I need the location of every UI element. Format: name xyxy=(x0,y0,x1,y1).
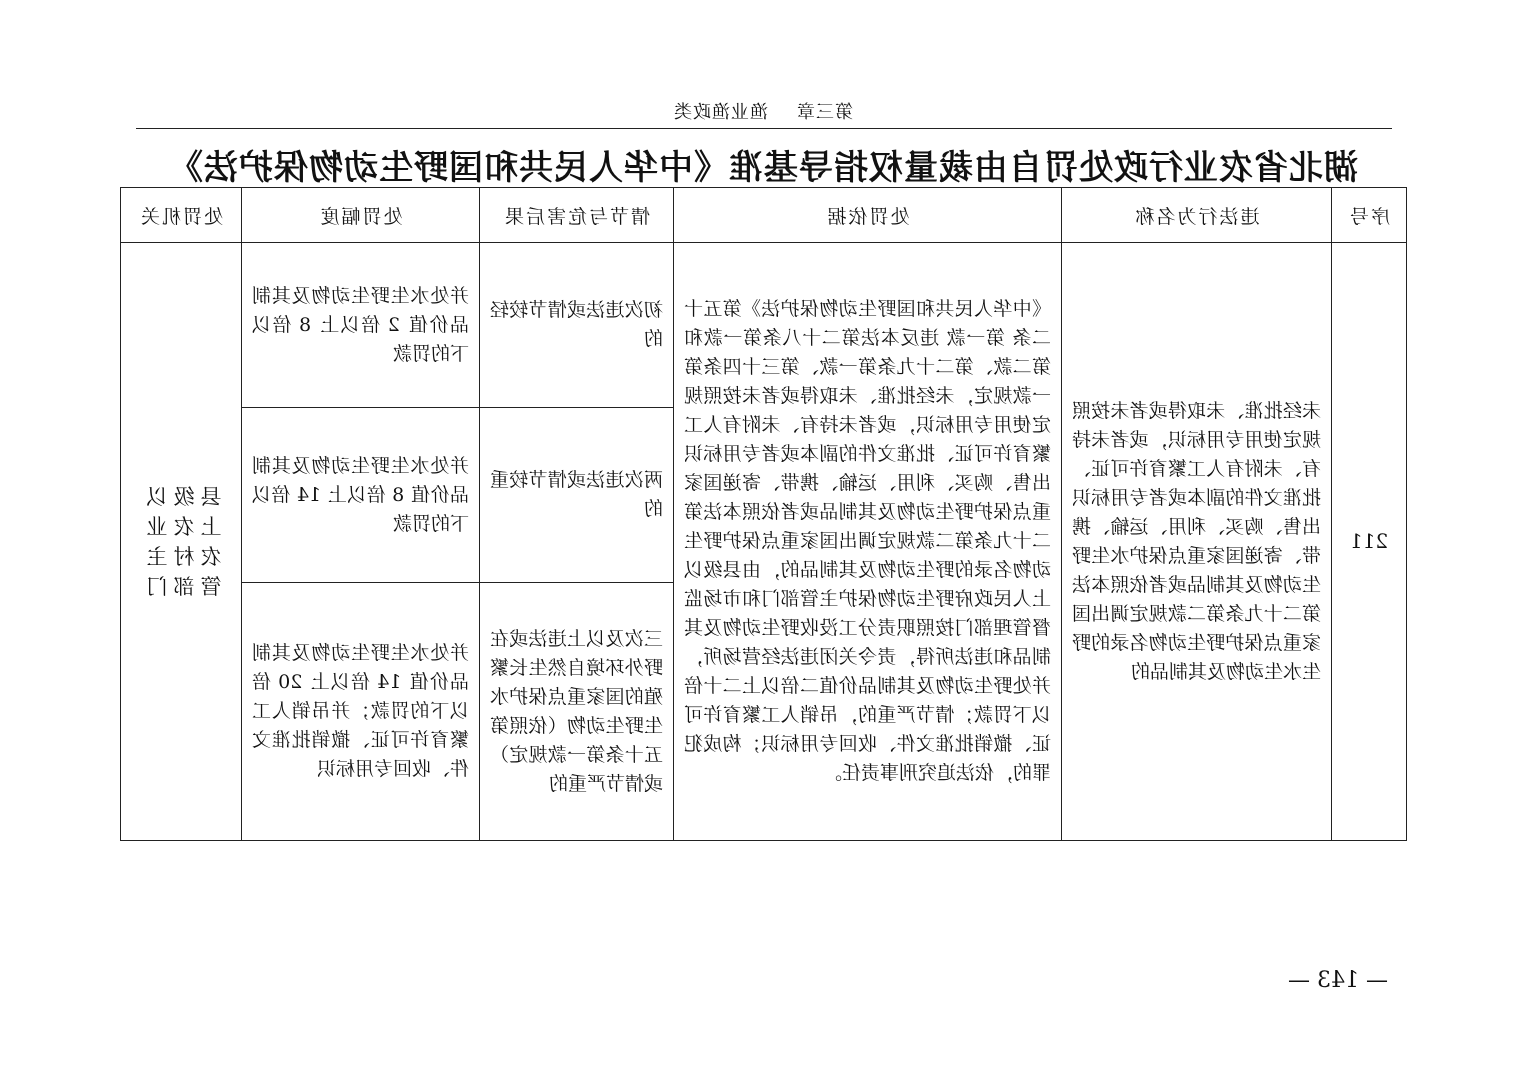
authority-cell: 县级以上农业农村主管部门 xyxy=(121,243,242,841)
penalty-cell-1: 并处水生野生动物及其制品价值 2 倍以上 8 倍以下的罚款 xyxy=(242,243,480,408)
penalty-table xyxy=(120,187,1407,841)
table-row xyxy=(121,243,1407,408)
page-number: — 143 — xyxy=(1288,968,1388,993)
header-rule xyxy=(136,128,1392,129)
circumstance-cell-2: 两次违法或情节较重的 xyxy=(480,408,674,583)
section-label: 渔业渔政类 xyxy=(673,102,768,123)
table-header-row xyxy=(121,188,1407,243)
document-title: 湖北省农业行政处罚自由裁量权指导基准《中华人民共和国野生动物保护法》 xyxy=(168,148,1358,188)
chapter-label: 第三章 xyxy=(796,102,853,123)
column-header-authority: 处罚机关 xyxy=(121,188,242,243)
column-header-violation: 违法行为名称 xyxy=(1062,188,1332,243)
basis-cell: 《中华人民共和国野生动物保护法》第五十二条 第一款 违反本法第二十八条第一款和第二款、第二十九条第一款、第三十四条第一款规定，未经批准、未取得或者未按照规定使用专用标识，或者未持有、未附有人工繁育许可证、批准文件的副本或者专用标识出售、购买、利用、运输、携带、寄递国家重点保护野生动物及其制品或者依照本法第二十九条第二款规定调出国家重点保护野生动物名录的野生动物及其制品的，由县级以上人民政府野生动物保护主管部门和市场监督管理部门按照职责分工没收野生动物及其制品和违法所得，责令关闭违法经营场所，并处野生动物及其制品价值二倍以上二十倍以下罚款；情节严重的，吊销人工繁育许可证、撤销批准文件、收回专用标识；构成犯罪的，依法追究刑事责任。 xyxy=(674,243,1062,841)
penalty-cell-2: 并处水生野生动物及其制品价值 8 倍以上 14 倍以下的罚款 xyxy=(242,408,480,583)
running-header xyxy=(138,98,1388,124)
violation-cell: 未经批准、未取得或者未按照规定使用专用标识，或者未持有、未附有人工繁育许可证、批准文件的副本或者专用标识出售、购买、利用、运输、携带、寄递国家重点保护水生野生动物及其制品或者依照本法第二十九条第二款规定调出国家重点保护野生动物名录的野生水生动物及其制品的 xyxy=(1062,243,1332,841)
circumstance-cell-1: 初次违法或情节较轻的 xyxy=(480,243,674,408)
column-header-basis: 处罚依据 xyxy=(674,188,1062,243)
seq-cell: 211 xyxy=(1332,243,1407,841)
column-header-seq: 序号 xyxy=(1332,188,1407,243)
column-header-circumstance: 情节与危害后果 xyxy=(480,188,674,243)
circumstance-cell-3: 三次及以上违法或在野外环境自然生长繁殖的国家重点保护水生野生动物（依照第五十条第一款规定）或情节严重的 xyxy=(480,583,674,841)
penalty-cell-3: 并处水生野生动物及其制品价值 14 倍以上 20 倍以下的罚款；并吊销人工繁育许可证、撤销批准文件、收回专用标识 xyxy=(242,583,480,841)
column-header-penalty: 处罚幅度 xyxy=(242,188,480,243)
